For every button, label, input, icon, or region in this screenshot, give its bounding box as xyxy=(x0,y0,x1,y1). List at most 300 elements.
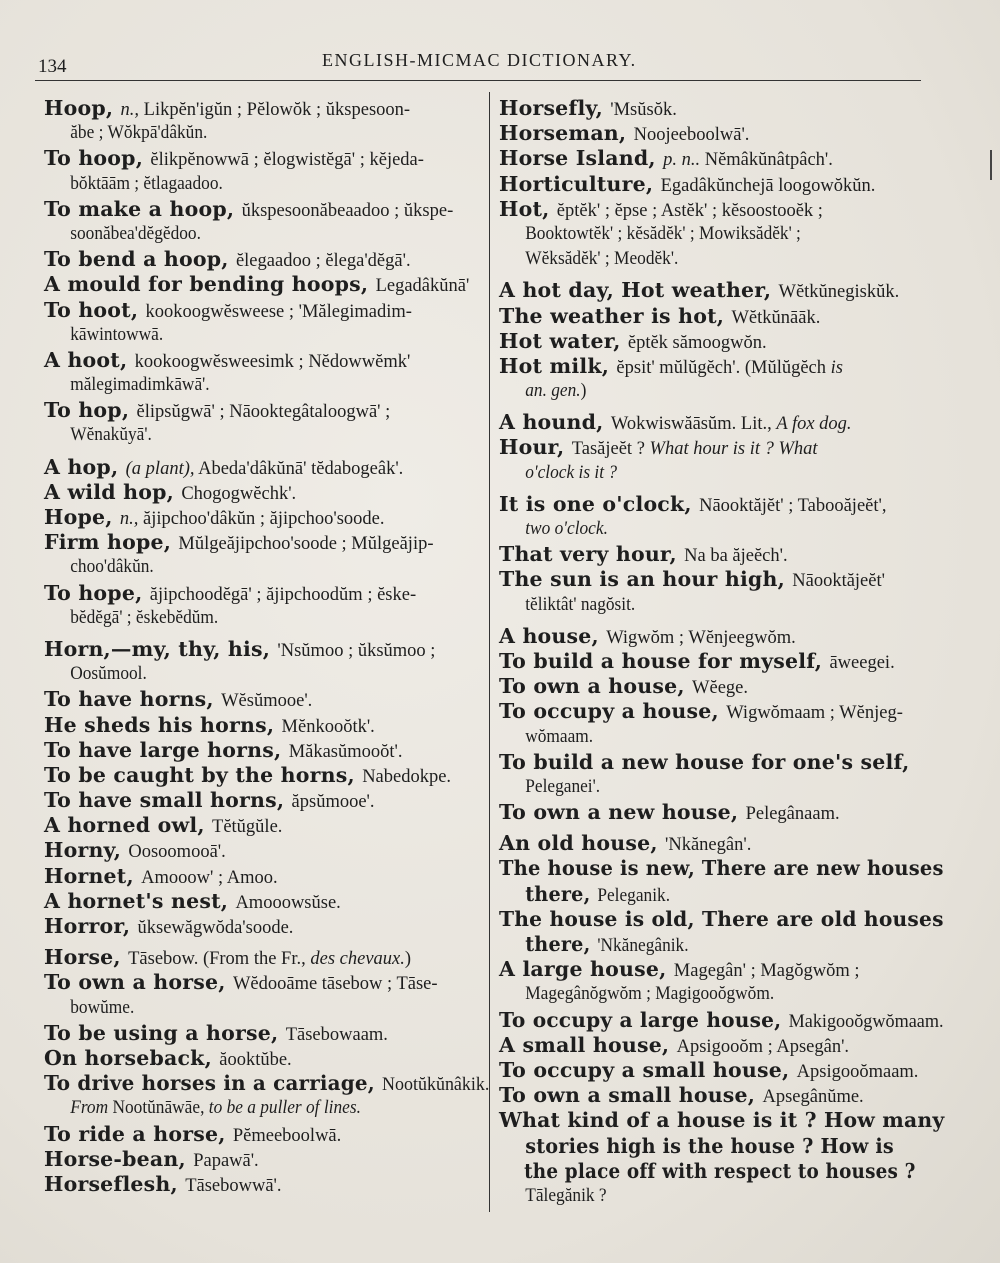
entry-continuation xyxy=(499,775,916,800)
definition-text: bŏktāām ; ĕtlagaadoo. xyxy=(70,173,223,194)
entry-line xyxy=(44,914,489,939)
entry-continuation xyxy=(499,1134,916,1159)
definition-text: Wĕdooāme tāsebow ; Tāse- xyxy=(232,974,438,995)
definition-text: ĕpsit' mŭlŭgĕch'. (Mŭlŭgĕch xyxy=(616,357,831,378)
entry-line xyxy=(44,146,489,171)
entry-line xyxy=(499,197,944,222)
definition-text: Oosŭmool. xyxy=(70,664,147,685)
headword: Horseflesh, xyxy=(44,1171,186,1196)
entry-continuation xyxy=(44,423,461,448)
headword: A hound, xyxy=(499,410,611,435)
headword: A large house, xyxy=(499,957,674,982)
definition-text: Tāsebowaam. xyxy=(285,1024,388,1045)
dictionary-entry xyxy=(499,329,944,354)
definition-text: 'Nsŭmoo ; ŭksŭmoo ; xyxy=(277,640,436,661)
entry-line xyxy=(44,889,489,914)
entry-line xyxy=(499,304,944,329)
italic-gloss: What hour is it ? What xyxy=(649,439,818,460)
entry-line xyxy=(44,530,489,555)
definition-text: Mŭlgeăjipchoo'soode ; Mŭlgeăjip- xyxy=(178,534,434,555)
entry-line xyxy=(499,278,944,303)
definition-text: Amooow' ; Amoo. xyxy=(141,867,278,888)
definition-text: Nabedokpe. xyxy=(362,766,452,787)
definition-text: Magegânŏgwŏm ; Magigooŏgwŏm. xyxy=(525,984,775,1005)
headword: A hot day, Hot weather, xyxy=(499,278,779,303)
definition-text: Wĕksădĕk' ; Meodĕk'. xyxy=(525,249,679,270)
entry-line xyxy=(499,1108,945,1133)
entry-line xyxy=(499,750,944,775)
dictionary-entry xyxy=(499,699,944,749)
dictionary-entry xyxy=(499,410,944,435)
definition-text: Chogogwĕchk'. xyxy=(181,483,297,504)
definition-text: ăbe ; Wŏkpā'dâkŭn. xyxy=(70,123,208,144)
dictionary-entry xyxy=(44,637,489,687)
dictionary-entry xyxy=(44,838,489,863)
entry-line xyxy=(44,348,489,373)
definition-text: bowŭme. xyxy=(70,997,135,1018)
entry-continuation xyxy=(499,932,916,957)
entry-line xyxy=(44,247,489,272)
definition-text: Amooowsŭse. xyxy=(235,892,341,913)
definition-text: ĕptĕk sămoogwŏn. xyxy=(627,332,767,353)
dictionary-entry xyxy=(499,624,944,649)
dictionary-entry xyxy=(44,398,489,448)
entry-line xyxy=(499,856,944,881)
dictionary-entry xyxy=(499,1083,944,1108)
headword: Horse-bean, xyxy=(44,1146,194,1171)
definition-text: ĕlipsŭgwā' ; Nāooktegâtaloogwā' ; xyxy=(136,402,391,423)
entry-line xyxy=(44,838,489,863)
entry-line xyxy=(499,699,944,724)
entry-line xyxy=(44,298,489,323)
dictionary-entry xyxy=(44,530,489,580)
headword: To build a house for myself, xyxy=(499,648,830,673)
entry-continuation xyxy=(44,121,461,146)
entry-line xyxy=(499,624,944,649)
dictionary-entry xyxy=(44,581,489,631)
headword: Hornet, xyxy=(44,863,142,888)
entry-line xyxy=(499,492,944,517)
dictionary-entry xyxy=(44,146,489,196)
definition-text: ăooktŭbe. xyxy=(219,1049,292,1070)
italic-gloss: des chevaux. xyxy=(310,949,405,970)
entry-continuation xyxy=(44,323,461,348)
definition-text: Tāsebow. (From the Fr., xyxy=(128,949,311,970)
headword: To own a house, xyxy=(499,674,693,699)
headword: Firm hope, xyxy=(44,530,179,555)
definition-text: Na ba ăjeĕch'. xyxy=(684,546,788,567)
dictionary-entry xyxy=(44,864,489,889)
definition-text: choo'dâkŭn. xyxy=(70,557,154,578)
entry-line xyxy=(499,1083,944,1108)
dictionary-entry xyxy=(499,278,944,303)
headword: The weather is hot, xyxy=(499,303,732,328)
definition-text: ăpsŭmooe'. xyxy=(291,792,375,813)
headword: A hop, xyxy=(44,454,126,479)
headword: To occupy a large house, xyxy=(499,1007,789,1032)
definition-text: kookoogwĕsweese ; 'Mălegimadim- xyxy=(145,301,412,322)
dictionary-entry xyxy=(44,455,489,480)
headword: Horror, xyxy=(44,914,138,938)
definition-text: ŭkspesoonăbeaadoo ; ŭkspe- xyxy=(241,200,454,221)
headword: Horse Island, xyxy=(499,146,664,171)
definition-text: Peleganei'. xyxy=(525,776,601,797)
definition-text: Oosoomooā'. xyxy=(128,842,226,863)
entry-line xyxy=(44,96,489,121)
dictionary-entry xyxy=(44,813,489,838)
definition-text: Booktowtĕk' ; kĕsădĕk' ; Mowiksădĕk' ; xyxy=(525,223,801,244)
definition-text: Wigwŏm ; Wĕnjeegwŏm. xyxy=(606,627,796,648)
dictionary-entry xyxy=(44,505,489,530)
dictionary-entry xyxy=(499,907,944,957)
dictionary-entry xyxy=(44,763,489,788)
definition-text: Apsegânŭme. xyxy=(762,1087,864,1108)
dictionary-entry xyxy=(44,970,489,1020)
definition-text: āweegei. xyxy=(829,652,895,673)
entry-continuation xyxy=(499,882,916,907)
dictionary-entry xyxy=(44,889,489,914)
headword: To ride a horse, xyxy=(44,1121,233,1146)
definition-text: Likpĕn'igŭn ; Pĕlowŏk ; ŭkspesoon- xyxy=(139,100,411,120)
definition-text: Pĕmeeboolwā. xyxy=(232,1125,342,1146)
definition-text: Abeda'dâkŭnā' tĕdabogeâk'. xyxy=(194,458,404,479)
entry-line xyxy=(499,831,944,856)
entry-line xyxy=(44,637,489,662)
definition-text: 'Msŭsŏk. xyxy=(610,100,677,120)
dictionary-entry xyxy=(499,172,944,197)
margin-mark xyxy=(990,150,992,180)
headword: Horn,—my, thy, his, xyxy=(44,636,278,661)
dictionary-entry xyxy=(499,492,944,542)
definition-text: Nĕmâkŭnâtpâch'. xyxy=(700,150,833,171)
definition-text: ĕptĕk' ; ĕpse ; Astĕk' ; kĕsoostooĕk ; xyxy=(556,200,823,221)
dictionary-entry xyxy=(499,1033,944,1058)
page-header xyxy=(28,48,928,78)
dictionary-entry xyxy=(44,687,489,712)
definition-text: Apsigooŏmaam. xyxy=(796,1061,919,1082)
definition-text: Wĕsŭmooe'. xyxy=(221,691,313,712)
dictionary-entry xyxy=(44,247,489,272)
dictionary-entry xyxy=(499,435,944,485)
entry-continuation xyxy=(499,593,916,618)
headword: Horse, xyxy=(44,945,129,970)
entry-line xyxy=(499,649,944,674)
dictionary-entry xyxy=(499,649,944,674)
headword: A hoot, xyxy=(44,347,135,372)
headword: To occupy a house, xyxy=(499,699,727,724)
italic-gloss: n., xyxy=(120,100,140,120)
headword: To occupy a small house, xyxy=(499,1057,797,1082)
headword: there, xyxy=(525,881,598,906)
entry-continuation xyxy=(44,555,461,580)
dictionary-entry xyxy=(499,1108,944,1209)
definition-text: Wĕnakŭyā'. xyxy=(70,425,152,446)
entry-line xyxy=(499,800,944,825)
dictionary-entry xyxy=(44,1147,489,1172)
definition-text: Măkasŭmooŏt'. xyxy=(288,741,403,762)
entry-line xyxy=(44,1122,489,1147)
definition-text: Peleganik. xyxy=(597,885,671,906)
dictionary-entry xyxy=(499,674,944,699)
left-column xyxy=(44,96,489,1197)
entry-line xyxy=(44,398,489,423)
definition-text: kāwintowwā. xyxy=(70,324,164,345)
headword: To own a small house, xyxy=(499,1083,763,1108)
entry-continuation xyxy=(44,996,461,1021)
definition-text: wŏmaam. xyxy=(525,726,594,747)
dictionary-entry xyxy=(44,738,489,763)
entry-line xyxy=(44,864,489,889)
headword: Hoop, xyxy=(44,96,121,120)
dictionary-entry xyxy=(499,1008,944,1033)
headword: To own a horse, xyxy=(44,970,233,995)
definition-text: Makigooŏgwŏmaam. xyxy=(788,1011,944,1032)
dictionary-entry xyxy=(44,1046,489,1071)
dictionary-entry xyxy=(499,96,944,121)
definition-text: Tālegănik ? xyxy=(525,1185,607,1206)
entry-line xyxy=(44,813,489,838)
definition-text: ) xyxy=(580,381,587,402)
entry-continuation xyxy=(499,725,916,750)
entry-line xyxy=(499,674,944,699)
headword: The house is new, There are new houses xyxy=(499,856,944,881)
headword: stories high is the house ? How is xyxy=(525,1133,894,1158)
definition-text: Wokwiswăāsŭm. Lit., xyxy=(610,414,777,435)
definition-text: Nootŭkŭnâkik. xyxy=(382,1075,490,1096)
running-title: ENGLISH-MICMAC DICTIONARY. xyxy=(322,50,637,70)
dictionary-entry xyxy=(44,348,489,398)
column-divider xyxy=(489,92,490,1212)
entry-line xyxy=(44,763,489,788)
entry-continuation xyxy=(499,517,916,542)
entry-continuation xyxy=(44,222,461,247)
dictionary-entry xyxy=(499,121,944,146)
entry-line xyxy=(44,1172,489,1197)
entry-line xyxy=(499,146,944,171)
italic-gloss: o'clock is it ? xyxy=(525,462,618,483)
entry-line xyxy=(44,455,489,480)
headword: What kind of a house is it ? How many xyxy=(499,1108,945,1133)
definition-text: ăjipchoodĕgā' ; ăjipchoodŭm ; ĕske- xyxy=(149,584,417,605)
entry-line xyxy=(499,542,944,567)
entry-line xyxy=(44,945,489,970)
definition-text: ĕlegaadoo ; ĕlega'dĕgā'. xyxy=(235,251,411,272)
headword: Horsefly, xyxy=(499,96,611,120)
dictionary-entry xyxy=(499,567,944,617)
definition-text: kookoogwĕsweesimk ; Nĕdowwĕmk' xyxy=(134,351,411,372)
dictionary-entry xyxy=(44,298,489,348)
italic-gloss: n., xyxy=(119,509,139,529)
entry-line xyxy=(44,480,489,505)
headword: To own a new house, xyxy=(499,800,746,825)
dictionary-entry xyxy=(499,750,944,800)
headword: Hot, xyxy=(499,196,557,221)
headword: To have horns, xyxy=(44,687,222,712)
dictionary-entry xyxy=(499,354,944,404)
definition-text: bĕdĕgā' ; ĕskebĕdŭm. xyxy=(70,607,219,628)
entry-line xyxy=(499,567,944,592)
dictionary-entry xyxy=(499,146,944,171)
dictionary-entry xyxy=(44,1071,489,1121)
headword: Hour, xyxy=(499,435,572,460)
headword: It is one o'clock, xyxy=(499,491,700,516)
entry-line xyxy=(44,970,489,995)
headword: An old house, xyxy=(499,831,666,856)
headword: A wild hop, xyxy=(44,479,182,504)
entry-line xyxy=(44,788,489,813)
headword: To hoop, xyxy=(44,146,151,171)
definition-text: Magegân' ; Magŏgwŏm ; xyxy=(673,961,860,982)
headword: To drive horses in a carriage, xyxy=(44,1071,383,1096)
headword: To make a hoop, xyxy=(44,196,242,221)
headword: To hoot, xyxy=(44,297,146,322)
definition-text: ĕlikpĕnowwā ; ĕlogwistĕgā' ; kĕjeda- xyxy=(150,150,424,171)
headword: Horticulture, xyxy=(499,171,661,196)
definition-text: tĕliktât' nagŏsit. xyxy=(525,594,636,615)
italic-gloss: to be a puller of lines. xyxy=(208,1098,361,1119)
dictionary-entry xyxy=(499,800,944,825)
headword: Hope, xyxy=(44,505,120,529)
dictionary-entry xyxy=(44,96,489,146)
definition-text: Wĕege. xyxy=(692,678,749,699)
italic-gloss: an. gen. xyxy=(525,381,581,402)
entry-continuation xyxy=(499,982,916,1007)
headword: That very hour, xyxy=(499,542,685,567)
definition-text: Mĕnkooŏtk'. xyxy=(281,716,375,737)
definition-text: ) xyxy=(404,949,412,970)
entry-line xyxy=(44,738,489,763)
headword: To be using a horse, xyxy=(44,1020,286,1045)
dictionary-entry xyxy=(499,856,944,906)
page-number: 134 xyxy=(38,56,67,77)
entry-continuation xyxy=(499,461,916,486)
headword: A hornet's nest, xyxy=(44,888,236,913)
entry-line xyxy=(499,329,944,354)
entry-line xyxy=(499,121,944,146)
entry-continuation xyxy=(44,172,461,197)
headword: Hot water, xyxy=(499,328,628,353)
definition-text: mălegimadimkāwā'. xyxy=(70,375,210,396)
definition-text: ŭksewăgwŏda'soode. xyxy=(137,918,294,938)
headword: there, xyxy=(525,932,598,956)
headword: To have small horns, xyxy=(44,788,292,813)
definition-text: Wĕtkŭnāāk. xyxy=(731,307,821,328)
headword: A horned owl, xyxy=(44,813,213,838)
dictionary-entry xyxy=(44,1172,489,1197)
entry-line xyxy=(44,272,489,297)
definition-text: soonăbea'dĕgĕdoo. xyxy=(70,223,201,244)
entry-line xyxy=(44,1046,489,1071)
dictionary-entry xyxy=(499,1058,944,1083)
dictionary-entry xyxy=(499,831,944,856)
entry-line xyxy=(44,1021,489,1046)
headword: Horny, xyxy=(44,838,129,863)
definition-text: Pelegânaam. xyxy=(745,804,840,825)
definition-text: Tĕtŭgŭle. xyxy=(212,817,283,838)
definition-text: Papawā'. xyxy=(193,1150,259,1171)
italic-gloss: is xyxy=(830,357,843,378)
entry-continuation xyxy=(499,379,916,404)
italic-gloss: A fox dog. xyxy=(776,414,852,435)
headword: The sun is an hour high, xyxy=(499,567,793,592)
definition-text: Tasăjeĕt ? xyxy=(571,439,650,460)
definition-text: Nootŭnāwāe, xyxy=(108,1098,209,1119)
dictionary-entry xyxy=(499,542,944,567)
entry-line xyxy=(44,581,489,606)
italic-gloss: two o'clock. xyxy=(525,519,608,539)
headword: He sheds his horns, xyxy=(44,712,282,737)
headword: To bend a hoop, xyxy=(44,247,236,272)
entry-line xyxy=(44,713,489,738)
header-rule xyxy=(35,80,921,81)
headword: A small house, xyxy=(499,1032,677,1057)
dictionary-entry xyxy=(44,713,489,738)
italic-gloss: From xyxy=(70,1098,109,1119)
entry-continuation xyxy=(499,222,916,247)
entry-line xyxy=(499,410,944,435)
entry-line xyxy=(44,1147,489,1172)
headword: A house, xyxy=(499,623,607,648)
entry-line xyxy=(499,957,944,982)
entry-continuation xyxy=(44,373,461,398)
dictionary-entry xyxy=(44,914,489,939)
headword: A mould for bending hoops, xyxy=(44,272,376,297)
definition-text: Apsigooŏm ; Apsegân'. xyxy=(676,1036,850,1057)
entry-continuation xyxy=(44,1096,461,1121)
entry-continuation xyxy=(499,247,916,272)
definition-text: Legadâkŭnā' xyxy=(375,276,470,297)
entry-line xyxy=(499,96,944,121)
entry-line xyxy=(44,505,489,530)
entry-line xyxy=(44,197,489,222)
definition-text: Nāooktăjĕt' ; Tabooăjeĕt', xyxy=(699,495,887,516)
headword: On horseback, xyxy=(44,1045,220,1070)
dictionary-entry xyxy=(44,945,489,970)
headword: To hope, xyxy=(44,580,150,605)
dictionary-entry xyxy=(499,304,944,329)
entry-line xyxy=(499,1033,944,1058)
entry-line xyxy=(499,354,944,379)
headword: Hot milk, xyxy=(499,353,617,378)
dictionary-entry xyxy=(44,272,489,297)
dictionary-entry xyxy=(44,1021,489,1046)
headword: the place off with respect to houses ? xyxy=(524,1158,916,1183)
headword: To build a new house for one's self, xyxy=(499,749,910,774)
dictionary-entry xyxy=(499,957,944,1007)
entry-line xyxy=(44,687,489,712)
right-column xyxy=(499,96,944,1209)
definition-text: Noojeeboolwā'. xyxy=(633,125,750,146)
entry-line xyxy=(499,1007,944,1033)
headword: To be caught by the horns, xyxy=(44,762,363,787)
entry-line xyxy=(499,1058,944,1083)
definition-text: Egadâkŭnchejā loogowŏkŭn. xyxy=(660,175,876,196)
dictionary-entry xyxy=(44,1122,489,1147)
definition-text: 'Nkănegân'. xyxy=(665,835,752,856)
entry-line xyxy=(499,172,944,197)
italic-gloss: p. n.. xyxy=(663,150,701,171)
definition-text: Wigwŏmaam ; Wĕnjeg- xyxy=(726,703,903,724)
dictionary-entry xyxy=(44,480,489,505)
headword: Horseman, xyxy=(499,121,634,146)
entry-line xyxy=(44,1071,490,1096)
dictionary-entry xyxy=(499,197,944,273)
definition-text: ăjipchoo'dâkŭn ; ăjipchoo'soode. xyxy=(138,509,385,529)
definition-text: 'Nkănegânik. xyxy=(597,936,689,956)
definition-text: Wĕtkŭnegiskŭk. xyxy=(778,282,900,303)
dictionary-entry xyxy=(44,197,489,247)
dictionary-entry xyxy=(44,788,489,813)
